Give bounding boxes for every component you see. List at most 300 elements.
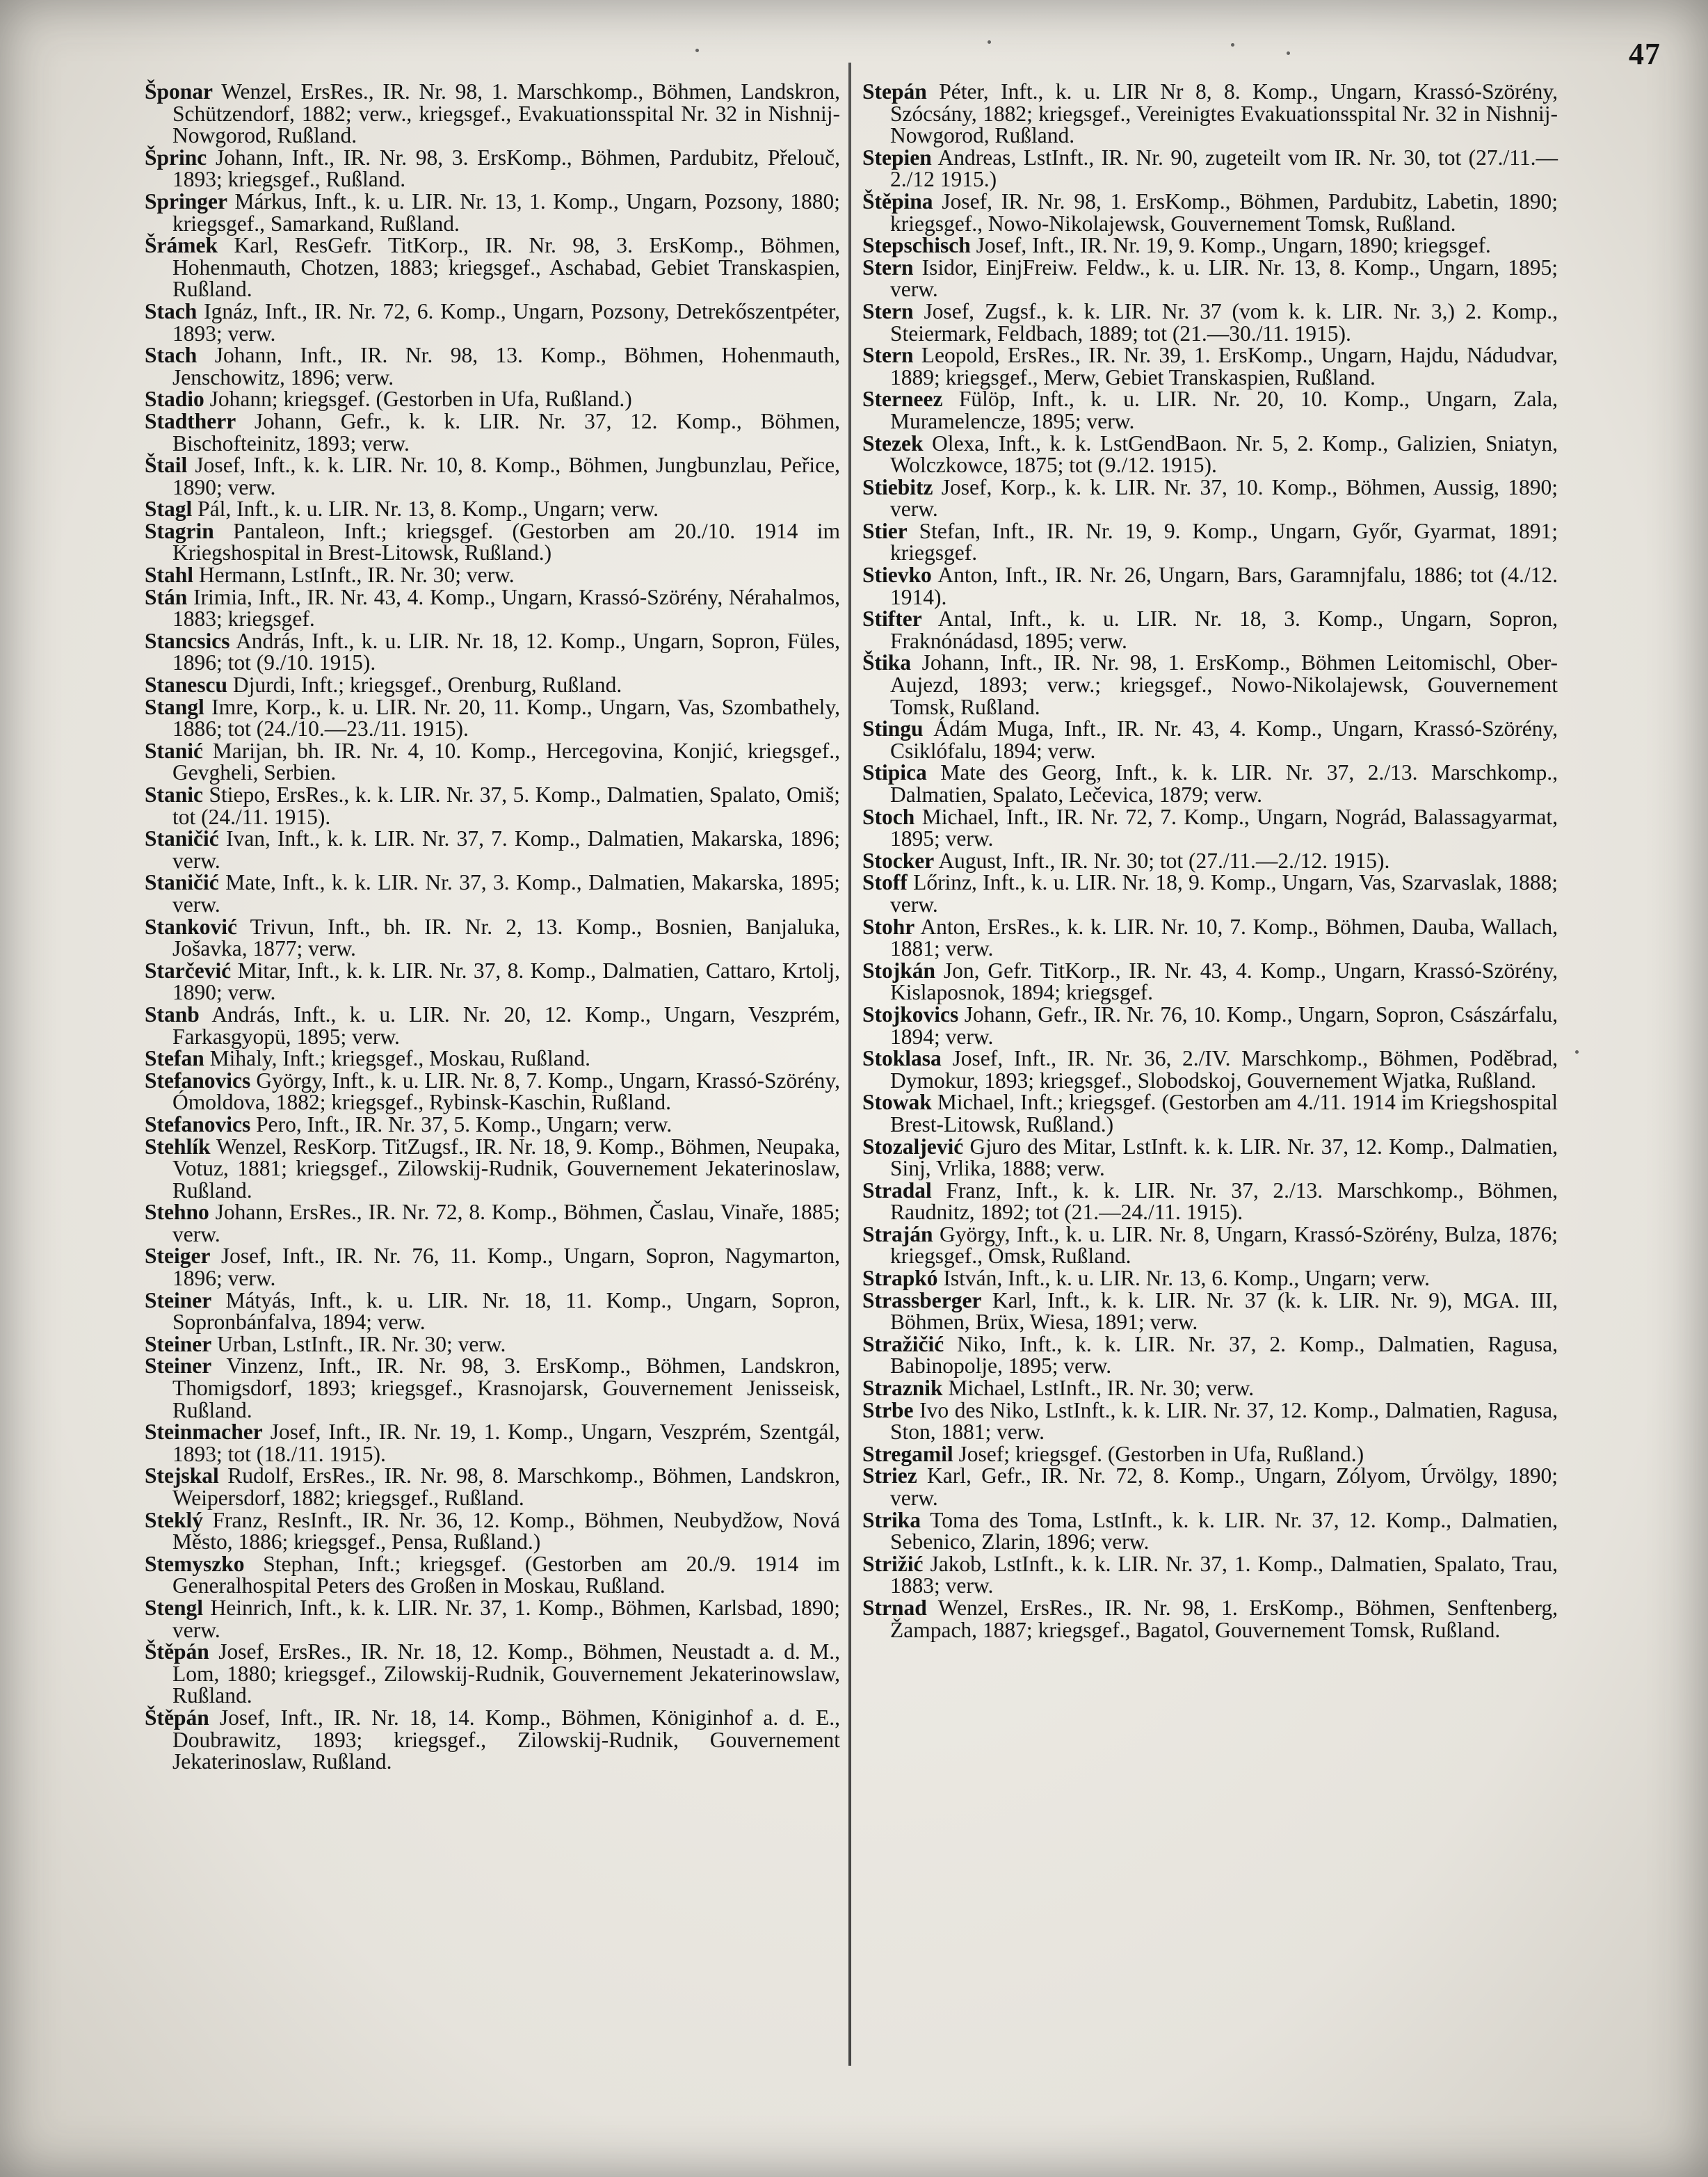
register-entry	[862, 1377, 1558, 1399]
entry-surname: Stadtherr	[145, 408, 236, 433]
register-entry	[145, 674, 840, 696]
entry-given-name: Johann,	[215, 145, 284, 170]
scan-speck	[1231, 43, 1234, 47]
entry-surname: Stepschisch	[862, 233, 971, 258]
entry-details: LstInft., k. k. LIR. Nr. 37, 12. Komp., Dalmatien, Ragusa, Ston, 1881; verw.	[890, 1397, 1558, 1445]
entry-given-name: Johann;	[209, 387, 278, 412]
register-entry	[862, 234, 1558, 257]
entry-details: Inft., IR. Nr. 98, 1. ErsKomp., Böhmen Leitomischl, Ober-Aujezd, 1893; verw.; kriegsgef., Nowo-Nikolajewsk, Gouvernement Tomsk, Rußland.	[890, 650, 1558, 719]
entry-given-name: Josef,	[924, 298, 975, 323]
entry-details: ErsRes., IR. Nr. 18, 12. Komp., Böhmen, Neustadt a. d. M., Lom, 1880; kriegsgef., Zilowskij-Rudnik, Gouvernement Jekaterinowslaw, Rußland.	[172, 1639, 840, 1708]
entry-surname: Stojkovics	[862, 1002, 959, 1027]
entry-given-name: Imre,	[211, 694, 259, 719]
entry-details: Inft., k. k. LIR. Nr. 37, 8. Komp., Dalmatien, Cattaro, Krtolj, 1890; verw.	[172, 958, 841, 1005]
entry-surname: Straján	[862, 1221, 933, 1246]
entry-surname: Šprinc	[145, 145, 207, 170]
entry-details: Inft., IR. Nr. 19, 9. Komp., Ungarn, Győr, Gyarmat, 1891; kriegsgef.	[890, 518, 1558, 565]
register-entry	[145, 1553, 840, 1597]
entry-surname: Štail	[145, 453, 188, 478]
entry-details: Inft., IR. Nr. 19, 1. Komp., Ungarn, Veszprém, Szentgál, 1893; tot (18./11. 1915).	[172, 1420, 840, 1466]
entry-details: Inft., IR. Nr. 36, 2./IV. Marschkomp., Böhmen, Poděbrad, Dymokur, 1893; kriegsgef., Slobodskoj, Gouvernement Wjatka, Rußland.	[890, 1046, 1558, 1093]
entry-details: kriegsgef. (Gestorben in Ufa, Rußland.)	[283, 387, 632, 412]
entry-given-name: Trivun,	[250, 914, 315, 939]
register-entry	[862, 850, 1558, 872]
register-entry	[862, 433, 1558, 476]
entry-details: Inft., k. u. LIR. Nr. 13, 1. Komp., Ungarn, Pozsony, 1880; kriegsgef., Samarkand, Rußland.	[172, 188, 840, 236]
entry-given-name: Franz,	[212, 1507, 268, 1532]
entry-details: kriegsgef. (Gestorben in Ufa, Rußland.)	[1015, 1441, 1364, 1466]
entry-given-name: Johann,	[214, 343, 282, 368]
entry-given-name: Gjuro des Mitar,	[969, 1134, 1117, 1159]
scan-speck	[1287, 51, 1290, 55]
register-entry	[145, 234, 840, 300]
register-entry	[862, 1287, 1558, 1335]
entry-given-name: Djurdi,	[232, 673, 296, 698]
entry-surname: Stach	[145, 298, 198, 323]
scan-speck	[695, 49, 699, 52]
entry-details: Inft.; kriegsgef. (Gestorben am 20./10. 1914 im Kriegshospital in Brest-Litowsk, Rußland.)	[172, 518, 841, 565]
entry-given-name: Josef,	[195, 453, 246, 478]
entry-details: Inft., k. u. LIR. Nr. 13, 8. Komp., Ungarn; verw.	[236, 497, 659, 522]
entry-given-name: György,	[256, 1068, 327, 1093]
register-entry	[145, 630, 840, 674]
entry-surname: Stowak	[862, 1090, 932, 1115]
entry-given-name: Josef,	[219, 1705, 271, 1730]
entry-surname: Stefanovics	[145, 1068, 251, 1093]
register-entry	[862, 1004, 1558, 1047]
register-entry	[862, 608, 1558, 652]
entry-details: Inft., IR. Nr. 30; tot (27./11.—2./12. 1915).	[1013, 848, 1390, 873]
entry-surname: Stier	[862, 518, 908, 543]
entry-details: LstInft., IR. Nr. 30; verw.	[1031, 1376, 1255, 1401]
entry-surname: Štěpán	[145, 1705, 209, 1730]
register-entry	[145, 454, 840, 498]
register-entry	[145, 1641, 840, 1707]
register-entry	[145, 1047, 840, 1070]
left-column	[145, 81, 840, 1773]
register-entry	[145, 1136, 840, 1202]
register-entry	[862, 1091, 1558, 1135]
entry-surname: Stadio	[145, 387, 204, 412]
entry-surname: Stanic	[145, 782, 204, 807]
entry-surname: Stregamil	[862, 1441, 953, 1466]
register-entry	[145, 1070, 840, 1114]
register-entry	[145, 344, 840, 388]
entry-details: Inft., k. k. LIR. Nr. 37 (k. k. LIR. Nr. 9), MGA. III, Böhmen, Brüx, Wiesa, 1891; verw.	[890, 1287, 1558, 1335]
entry-given-name: András,	[236, 628, 305, 653]
entry-given-name: Karl,	[234, 233, 279, 258]
register-entry	[862, 1267, 1558, 1290]
entry-given-name: Urban,	[217, 1331, 277, 1356]
register-entry	[862, 1509, 1558, 1553]
entry-given-name: Pantaleon,	[233, 518, 325, 543]
register-entry	[862, 1333, 1558, 1377]
entry-surname: Stifter	[862, 606, 922, 632]
entry-given-name: Pál,	[198, 497, 232, 522]
entry-details: Inft., IR. Nr. 37, 5. Komp., Ungarn; verw.	[307, 1111, 672, 1136]
register-entry	[862, 1465, 1558, 1509]
entry-details: Inft., k. u. LIR. Nr. 8, Ungarn, Krassó-Szörény, Bulza, 1876; kriegsgef., Omsk, Rußland.	[890, 1221, 1558, 1269]
column-divider	[848, 63, 851, 2066]
entry-details: Inft., IR. Nr. 98, 3. ErsKomp., Böhmen, Landskron, Thomigsdorf, 1893; kriegsgef., Krasnojarsk, Gouvernement Jenisseisk, Rußland.	[172, 1353, 841, 1422]
register-entry	[862, 476, 1558, 520]
entry-surname: Stanković	[145, 914, 238, 939]
entry-details: ResInft., IR. Nr. 36, 12. Komp., Böhmen, Neubydžow, Nová Město, 1886; kriegsgef., Pensa, Rußland.)	[172, 1507, 840, 1555]
entry-given-name: Jakob,	[930, 1551, 987, 1576]
entry-surname: Steinmacher	[145, 1420, 263, 1445]
entry-given-name: Ivo des Niko,	[919, 1397, 1040, 1422]
entry-surname: Steiner	[145, 1353, 212, 1379]
entry-given-name: István,	[943, 1266, 1003, 1291]
register-entry	[862, 1223, 1558, 1267]
entry-details: Zugsf., k. k. LIR. Nr. 37 (vom k. k. LIR. Nr. 3,) 2. Komp., Steiermark, Feldbach, 1889; tot (21.—30./11. 1915).	[890, 298, 1558, 346]
entry-given-name: Mitar,	[237, 958, 291, 983]
entry-details: Inft., IR. Nr. 19, 9. Komp., Ungarn, 1890; kriegsgef.	[1032, 233, 1491, 258]
entry-given-name: Michael,	[948, 1376, 1026, 1401]
entry-details: Inft., k. k. LIR. Nr. 37, 2. Komp., Dalmatien, Ragusa, Babinopolje, 1895; verw.	[890, 1331, 1558, 1379]
entry-details: Inft., k. u. LIR. Nr. 20, 10. Komp., Ungarn, Zala, Muramelencze, 1895; verw.	[890, 387, 1558, 433]
register-entry	[145, 1245, 840, 1289]
entry-given-name: Karl,	[992, 1287, 1037, 1312]
page-number: 47	[1629, 37, 1661, 71]
entry-details: ErsRes., IR. Nr. 72, 8. Komp., Böhmen, Časlau, Vinaře, 1885; verw.	[172, 1200, 840, 1246]
entry-surname: Striez	[862, 1463, 917, 1488]
register-entry	[862, 81, 1558, 147]
entry-given-name: Franz,	[946, 1178, 1002, 1203]
entry-details: Inft., k. u. LIR. Nr. 18, 12. Komp., Ungarn, Sopron, Füles, 1896; tot (9./10. 1915).	[172, 628, 841, 675]
register-entry	[145, 1355, 840, 1421]
entry-details: Inft., k. k. LIR. Nr. 37, 2./13. Marschkomp., Böhmen, Raudnitz, 1892; tot (21.—24./11. 1915).	[890, 1178, 1558, 1225]
entry-surname: Stern	[862, 255, 914, 280]
entry-surname: Sterneez	[862, 387, 943, 412]
entry-details: Inft., IR. Nr. 72, 6. Komp., Ungarn, Pozsony, Detrekőszentpéter, 1893; verw.	[172, 298, 840, 346]
entry-surname: Stern	[862, 343, 914, 368]
register-entry	[862, 806, 1558, 850]
entry-details: Inft., k. u. LIR. Nr. 8, 7. Komp., Ungarn, Krassó-Szörény, Ómoldova, 1882; kriegsgef., Rybinsk-Kaschin, Rußland.	[172, 1068, 841, 1115]
entry-surname: Stoch	[862, 804, 915, 829]
right-column	[862, 81, 1558, 1641]
entry-details: Inft., IR. Nr. 26, Ungarn, Bars, Garamnjfalu, 1886; tot (4./12. 1914).	[890, 563, 1558, 609]
entry-details: LstInft., IR. Nr. 30; verw.	[291, 563, 515, 588]
register-entry	[145, 410, 840, 454]
entry-surname: Stipica	[862, 760, 927, 785]
entry-details: ErsRes., IR. Nr. 98, 8. Marschkomp., Böhmen, Landskron, Weipersdorf, 1882; kriegsgef., Rußland.	[172, 1463, 840, 1510]
register-entry	[862, 1553, 1558, 1597]
entry-surname: Stojkán	[862, 958, 936, 983]
entry-surname: Stahl	[145, 563, 194, 588]
entry-details: Inft., k. u. LIR. Nr. 13, 6. Komp., Ungarn; verw.	[1008, 1266, 1431, 1291]
entry-details: IR. Nr. 98, 1. ErsKomp., Böhmen, Pardubitz, Labetin, 1890; kriegsgef., Nowo-Nikolajewsk, Gouvernement Tomsk, Rußland.	[890, 188, 1558, 236]
entry-details: Gefr., k. k. LIR. Nr. 37, 12. Komp., Böhmen, Bischofteinitz, 1893; verw.	[172, 408, 841, 456]
entry-surname: Stemyszko	[145, 1551, 245, 1576]
register-entry	[145, 1509, 840, 1553]
entry-surname: Strbe	[862, 1397, 914, 1422]
entry-details: Inft., k. k. LstGendBaon. Nr. 5, 2. Komp., Galizien, Sniatyn, Wolczkowce, 1875; tot (9./12. 1915).	[890, 431, 1558, 478]
register-entry	[862, 1136, 1558, 1180]
entry-surname: Steklý	[145, 1507, 204, 1532]
entry-surname: Šrámek	[145, 233, 218, 258]
entry-given-name: Hermann,	[198, 563, 286, 588]
entry-surname: Stangl	[145, 694, 204, 719]
entry-details: Inft., k. k. LIR. Nr. 37, 2./13. Marschkomp., Dalmatien, Spalato, Lečevica, 1879; verw.	[890, 760, 1558, 807]
entry-details: Gefr., IR. Nr. 76, 10. Komp., Ungarn, Sopron, Császárfalu, 1894; verw.	[890, 1002, 1558, 1049]
entry-surname: Stozaljević	[862, 1134, 964, 1159]
entry-given-name: Niko,	[957, 1331, 1006, 1356]
entry-details: Gefr. TitKorp., IR. Nr. 43, 4. Komp., Ungarn, Krassó-Szörény, Kislaposnok, 1894; kriegsgef.	[890, 958, 1558, 1005]
entry-details: Inft.; kriegsgef., Moskau, Rußland.	[282, 1046, 591, 1071]
entry-surname: Staničić	[145, 826, 219, 851]
entry-given-name: Ivan,	[225, 826, 271, 851]
entry-details: Inft., k. k. LIR. Nr. 37, 3. Komp., Dalmatien, Makarska, 1895; verw.	[172, 870, 841, 917]
entry-surname: Štěpán	[145, 1639, 209, 1664]
entry-given-name: Karl,	[926, 1463, 972, 1488]
entry-given-name: Josef,	[952, 1046, 1004, 1071]
entry-details: ErsRes., k. k. LIR. Nr. 10, 7. Komp., Böhmen, Dauba, Wallach, 1881; verw.	[890, 914, 1558, 961]
entry-surname: Staničić	[145, 870, 219, 895]
entry-surname: Straznik	[862, 1376, 943, 1401]
register-entry	[145, 1201, 840, 1245]
register-entry	[145, 1004, 840, 1047]
entry-details: Inft., IR. Nr. 43, 4. Komp., Ungarn, Krassó-Szörény, Nérahalmos, 1883; kriegsgef.	[172, 584, 841, 632]
entry-surname: Stefanovics	[145, 1111, 251, 1136]
entry-surname: Stanescu	[145, 673, 228, 698]
register-entry	[862, 718, 1558, 762]
entry-surname: Steiner	[145, 1331, 212, 1356]
entry-given-name: Josef;	[958, 1441, 1010, 1466]
entry-surname: Stepán	[862, 79, 927, 104]
register-entry	[145, 564, 840, 586]
register-entry	[862, 1047, 1558, 1091]
entry-surname: Steiger	[145, 1244, 211, 1269]
entry-given-name: András,	[211, 1002, 281, 1027]
entry-given-name: Johann,	[921, 650, 990, 675]
entry-details: LstInft. k. k. LIR. Nr. 37, 12. Komp., Dalmatien, Sinj, Vrlika, 1888; verw.	[890, 1134, 1558, 1181]
register-entry	[862, 564, 1558, 608]
entry-surname: Starčević	[145, 958, 232, 983]
entry-surname: Stievko	[862, 563, 932, 588]
entry-details: Inft., k. k. LIR. Nr. 37, 1. Komp., Böhmen, Karlsbad, 1890; verw.	[172, 1595, 840, 1642]
entry-details: Inft., IR. Nr. 18, 14. Komp., Böhmen, Königinhof a. d. E., Doubrawitz, 1893; kriegsgef., Zilowskij-Rudnik, Gouvernement Jekaterinoslaw, Rußland.	[172, 1705, 841, 1774]
entry-details: LstInft., k. k. LIR. Nr. 37, 1. Komp., Dalmatien, Spalato, Trau, 1883; verw.	[890, 1551, 1558, 1598]
entry-given-name: Olexa,	[932, 431, 990, 456]
register-entry	[862, 960, 1558, 1004]
entry-surname: Stingu	[862, 716, 924, 741]
entry-given-name: Vinzenz,	[226, 1353, 304, 1379]
entry-given-name: Leopold,	[921, 343, 1000, 368]
entry-details: Korp., k. u. LIR. Nr. 20, 11. Komp., Ungarn, Vas, Szombathely, 1886; tot (24./10.—23./11. 1915).	[172, 694, 841, 741]
entry-details: Inft., IR. Nr. 72, 7. Komp., Ungarn, Nográd, Balassagyarmat, 1895; verw.	[890, 804, 1558, 851]
register-entry	[862, 916, 1558, 960]
register-entry	[145, 1287, 840, 1335]
entry-surname: Stach	[145, 343, 198, 368]
entry-surname: Štěpina	[862, 188, 933, 214]
register-entry	[145, 916, 840, 960]
entry-given-name: Wenzel,	[216, 1134, 287, 1159]
entry-given-name: Josef,	[941, 474, 992, 499]
entry-details: Inft., k. u. LIR. Nr. 18, 9. Komp., Ungarn, Vas, Szarvaslak, 1888; verw.	[890, 870, 1558, 917]
entry-given-name: Josef,	[942, 188, 993, 214]
register-entry	[145, 520, 840, 564]
entry-surname: Strassberger	[862, 1287, 982, 1312]
entry-details: Inft.; kriegsgef., Orenburg, Rußland.	[300, 673, 622, 698]
register-entry	[862, 762, 1558, 805]
entry-surname: Stoklasa	[862, 1046, 942, 1071]
entry-given-name: Ádám Muga,	[933, 716, 1054, 741]
entry-given-name: Josef,	[976, 233, 1027, 258]
register-entry	[862, 344, 1558, 388]
entry-details: Inft., k. u. LIR. Nr. 20, 12. Komp., Ungarn, Veszprém, Farkasgyopü, 1895; verw.	[172, 1002, 841, 1049]
entry-details: Inft., k. k. LIR. Nr. 37, 7. Komp., Dalmatien, Makarska, 1896; verw.	[172, 826, 841, 873]
register-entry	[145, 147, 840, 191]
entry-given-name: Andreas,	[937, 145, 1017, 170]
entry-surname: Stagrin	[145, 518, 214, 543]
register-entry	[145, 586, 840, 630]
entry-given-name: Johann,	[964, 1002, 1032, 1027]
entry-details: Inft., IR. Nr. 76, 11. Komp., Ungarn, Sopron, Nagymarton, 1896; verw.	[172, 1244, 841, 1291]
entry-surname: Stán	[145, 584, 188, 609]
register-entry	[145, 1111, 840, 1136]
entry-given-name: Mate,	[225, 870, 276, 895]
entry-surname: Stepien	[862, 145, 932, 170]
entry-given-name: Ignáz,	[204, 298, 258, 323]
register-entry	[145, 300, 840, 344]
entry-given-name: Wenzel,	[221, 79, 292, 104]
entry-surname: Strapkó	[862, 1266, 938, 1291]
entry-surname: Stiebitz	[862, 474, 933, 499]
entry-given-name: Isidor,	[921, 255, 978, 280]
entry-surname: Strnad	[862, 1595, 927, 1620]
entry-details: Inft., k. u. LIR. Nr. 18, 3. Komp., Ungarn, Sopron, Fraknónádasd, 1895; verw.	[890, 606, 1558, 653]
register-entry	[862, 652, 1558, 718]
entry-details: ErsRes., IR. Nr. 39, 1. ErsKomp., Ungarn, Hajdu, Nádudvar, 1889; kriegsgef., Merw, Gebiet Transkaspien, Rußland.	[890, 343, 1558, 389]
entry-given-name: Péter,	[939, 79, 989, 104]
entry-surname: Stražičić	[862, 1331, 944, 1356]
register-entry	[145, 828, 840, 871]
entry-given-name: Toma des Toma,	[930, 1507, 1083, 1532]
entry-details: Inft., k. u. LIR Nr 8, 8. Komp., Ungarn, Krassó-Szörény, Szócsány, 1882; kriegsgef., Vereinigtes Evakuationsspital Nr. 32 in Nishnij-Nowgorod, Rußland.	[890, 79, 1558, 148]
register-entry	[145, 81, 840, 147]
entry-surname: Stehlík	[145, 1134, 211, 1159]
entry-given-name: Pero,	[256, 1111, 302, 1136]
entry-surname: Stradal	[862, 1178, 932, 1203]
entry-given-name: Johann,	[254, 408, 323, 433]
entry-details: ErsRes., k. k. LIR. Nr. 37, 5. Komp., Dalmatien, Spalato, Omiš; tot (24./11. 1915).	[172, 782, 840, 829]
register-entry	[145, 1333, 840, 1356]
entry-given-name: György,	[940, 1221, 1010, 1246]
entry-surname: Stagl	[145, 497, 193, 522]
entry-details: Korp., k. k. LIR. Nr. 37, 10. Komp., Böhmen, Aussig, 1890; verw.	[890, 474, 1558, 522]
register-entry	[145, 388, 840, 410]
scan-speck	[1575, 1050, 1579, 1054]
register-entry	[862, 1180, 1558, 1223]
entry-given-name: Jon,	[943, 958, 980, 983]
entry-given-name: Stephan,	[263, 1551, 339, 1576]
entry-given-name: Anton,	[937, 563, 998, 588]
entry-surname: Stoff	[862, 870, 908, 895]
scan-speck	[988, 40, 991, 44]
register-entry	[862, 147, 1558, 191]
entry-given-name: Fülöp,	[958, 387, 1016, 412]
register-entry	[145, 1707, 840, 1773]
entry-surname: Stocker	[862, 848, 935, 873]
entry-given-name: Irimia,	[193, 584, 252, 609]
register-entry	[862, 257, 1558, 300]
register-entry	[145, 960, 840, 1004]
entry-given-name: Josef,	[220, 1244, 272, 1269]
register-entry	[862, 1443, 1558, 1465]
entry-given-name: Anton,	[920, 914, 981, 939]
entry-surname: Stefan	[145, 1046, 204, 1071]
entry-details: Inft., IR. Nr. 43, 4. Komp., Ungarn, Krassó-Szörény, Csiklófalu, 1894; verw.	[890, 716, 1558, 763]
entry-given-name: Marijan,	[212, 738, 288, 763]
entry-surname: Stezek	[862, 431, 924, 456]
entry-surname: Strižić	[862, 1551, 924, 1576]
register-entry	[862, 520, 1558, 564]
entry-details: ResGefr. TitKorp., IR. Nr. 98, 3. ErsKomp., Böhmen, Hohenmauth, Chotzen, 1883; kriegsgef., Aschabad, Gebiet Transkaspien, Rußland.	[172, 233, 840, 302]
entry-surname: Stanić	[145, 738, 204, 763]
entry-given-name: Lőrinz,	[913, 870, 977, 895]
entry-surname: Stehno	[145, 1200, 209, 1225]
entry-details: Inft.; kriegsgef. (Gestorben am 4./11. 1914 im Kriegshospital Brest-Litowsk, Rußland.)	[890, 1090, 1558, 1136]
register-entry	[862, 188, 1558, 236]
register-entry	[862, 871, 1558, 915]
entry-given-name: Antal,	[937, 606, 992, 632]
entry-surname: Stancsics	[145, 628, 230, 653]
register-entry	[145, 1597, 840, 1641]
entry-details: ResKorp. TitZugsf., IR. Nr. 18, 9. Komp., Böhmen, Neupaka, Votuz, 1881; kriegsgef., Zilowskij-Rudnik, Gouvernement Jekaterinoslaw, Rußland.	[172, 1134, 841, 1203]
entry-given-name: Mihaly,	[209, 1046, 277, 1071]
register-entry	[145, 1421, 840, 1465]
entry-surname: Springer	[145, 188, 228, 214]
entry-details: ErsRes., IR. Nr. 98, 1. Marschkomp., Böhmen, Landskron, Schützendorf, 1882; verw., kriegsgef., Evakuationsspital Nr. 32 in Nishnij-Nowgorod, Rußland.	[172, 79, 840, 148]
entry-given-name: August,	[938, 848, 1008, 873]
entry-details: Inft.; kriegsgef. (Gestorben am 20./9. 1914 im Generalhospital Peters des Großen in Moskau, Rußland.	[172, 1551, 841, 1598]
entry-given-name: Michael,	[937, 1090, 1015, 1115]
entry-given-name: Mátyás,	[225, 1287, 296, 1312]
register-entry	[862, 1597, 1558, 1641]
register-entry	[862, 1399, 1558, 1443]
entry-given-name: Wenzel,	[937, 1595, 1009, 1620]
entry-surname: Steiner	[145, 1287, 212, 1312]
entry-details: bh. IR. Nr. 4, 10. Komp., Hercegovina, Konjić, kriegsgef., Gevgheli, Serbien.	[172, 738, 841, 785]
entry-given-name: Mate des Georg,	[940, 760, 1102, 785]
register-entry	[145, 784, 840, 828]
entry-details: LstInft., k. k. LIR. Nr. 37, 12. Komp., Dalmatien, Sebenico, Zlarin, 1896; verw.	[890, 1507, 1558, 1555]
entry-details: Inft., IR. Nr. 98, 3. ErsKomp., Böhmen, Pardubitz, Přelouč, 1893; kriegsgef., Rußland.	[172, 145, 841, 192]
entry-given-name: Stiepo,	[209, 782, 271, 807]
entry-details: LstInft., IR. Nr. 90, zugeteilt vom IR. Nr. 30, tot (27./11.—2./12 1915.)	[890, 145, 1558, 192]
entry-surname: Stern	[862, 298, 914, 323]
entry-given-name: Josef,	[270, 1420, 321, 1445]
register-entry	[145, 498, 840, 520]
entry-given-name: Stefan,	[919, 518, 981, 543]
entry-details: Inft., k. k. LIR. Nr. 10, 8. Komp., Böhmen, Jungbunzlau, Peřice, 1890; verw.	[172, 453, 840, 499]
entry-surname: Štika	[862, 650, 912, 675]
entry-given-name: Johann,	[215, 1200, 283, 1225]
entry-surname: Stengl	[145, 1595, 204, 1620]
entry-given-name: Rudolf,	[227, 1463, 294, 1488]
entry-details: LstInft., IR. Nr. 30; verw.	[282, 1331, 506, 1356]
register-entry	[145, 188, 840, 236]
entry-details: Inft., bh. IR. Nr. 2, 13. Komp., Bosnien, Banjaluka, Jošavka, 1877; verw.	[172, 914, 840, 961]
register-entry	[862, 300, 1558, 344]
register-entry	[145, 1465, 840, 1509]
entry-details: Gefr., IR. Nr. 72, 8. Komp., Ungarn, Zólyom, Úrvölgy, 1890; verw.	[890, 1463, 1558, 1510]
entry-given-name: Heinrich,	[210, 1595, 293, 1620]
entry-given-name: Josef,	[218, 1639, 269, 1664]
entry-surname: Stohr	[862, 914, 915, 939]
entry-surname: Šponar	[145, 79, 214, 104]
